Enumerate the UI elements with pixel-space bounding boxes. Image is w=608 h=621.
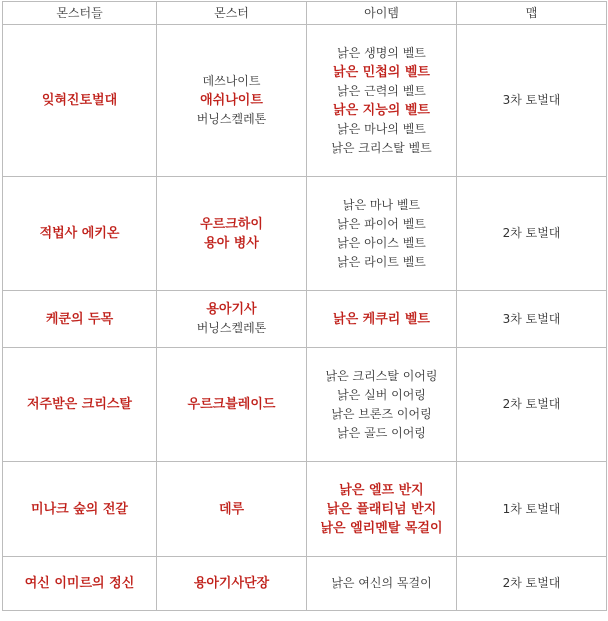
item-name: 낡은 브론즈 이어링 <box>331 406 432 421</box>
monster-group-cell <box>3 291 157 348</box>
item-name: 낡은 골드 이어링 <box>337 425 426 440</box>
item-name: 낡은 근력의 벨트 <box>337 83 426 98</box>
monster-cell <box>157 177 307 291</box>
header-monster-group: 몬스터들 <box>3 2 157 25</box>
monster-cell <box>157 557 307 611</box>
item-name: 낡은 엘프 반지 <box>339 482 424 498</box>
map-name: 3차 토벌대 <box>502 93 561 107</box>
monster-group-name: 저주받은 크리스탈 <box>27 397 132 412</box>
table-row <box>3 177 607 291</box>
monster-name: 데루 <box>218 501 245 517</box>
item-name: 낡은 생명의 벨트 <box>337 45 426 60</box>
monster-cell <box>157 462 307 557</box>
item-name: 낡은 마나 벨트 <box>342 197 421 212</box>
item-name: 낡은 지능의 벨트 <box>333 102 430 118</box>
item-cell <box>307 291 457 348</box>
monster-name: 버닝스켈레톤 <box>196 321 267 335</box>
item-name: 낡은 민첩의 벨트 <box>333 64 430 80</box>
monster-name: 용아 병사 <box>204 235 259 251</box>
monster-name: 용아기사 <box>206 302 257 317</box>
monster-group-name: 여신 이미르의 정신 <box>24 576 135 591</box>
monster-cell <box>157 25 307 177</box>
monster-group-cell <box>3 348 157 462</box>
monster-name: 용아기사단장 <box>193 576 270 591</box>
item-cell <box>307 557 457 611</box>
drop-table <box>2 1 607 611</box>
table-row <box>3 557 607 611</box>
map-cell <box>457 177 607 291</box>
item-name: 낡은 파이어 벨트 <box>337 216 426 231</box>
item-name: 낡은 여신의 목걸이 <box>331 576 432 590</box>
item-name: 낡은 크리스탈 이어링 <box>325 368 438 383</box>
item-cell <box>307 177 457 291</box>
map-cell <box>457 25 607 177</box>
item-cell <box>307 348 457 462</box>
header-monster: 몬스터 <box>157 2 307 25</box>
monster-group-cell <box>3 177 157 291</box>
map-cell <box>457 557 607 611</box>
monster-name: 우르크블레이드 <box>187 397 276 412</box>
map-name: 1차 토벌대 <box>502 501 561 516</box>
monster-cell <box>157 291 307 348</box>
monster-group-cell <box>3 25 157 177</box>
monster-group-name: 잊혀진토벌대 <box>41 93 118 108</box>
item-name: 낡은 아이스 벨트 <box>337 235 426 250</box>
map-cell <box>457 462 607 557</box>
table-row <box>3 462 607 557</box>
item-name: 낡은 엘리멘탈 목걸이 <box>320 520 443 536</box>
map-cell <box>457 348 607 462</box>
monster-group-cell <box>3 557 157 611</box>
item-name: 낡은 플래티넘 반지 <box>326 501 437 517</box>
table-row <box>3 291 607 348</box>
monster-cell <box>157 348 307 462</box>
monster-name: 데쓰나이트 <box>202 74 261 88</box>
map-name: 2차 토벌대 <box>502 576 561 590</box>
item-name: 낡은 케쿠리 벨트 <box>333 311 430 327</box>
map-name: 3차 토벌대 <box>502 311 561 326</box>
table-row <box>3 25 607 177</box>
header-row <box>3 2 607 25</box>
table-row <box>3 348 607 462</box>
monster-group-name: 적법사 에키온 <box>39 226 120 241</box>
monster-name: 버닝스켈레톤 <box>196 112 267 126</box>
item-name: 낡은 크리스탈 벨트 <box>331 140 432 155</box>
monster-name: 우르크하이 <box>200 216 263 232</box>
item-cell <box>307 25 457 177</box>
monster-group-name: 미나크 숲의 전갈 <box>31 501 128 517</box>
item-name: 낡은 실버 이어링 <box>337 387 426 402</box>
monster-group-cell <box>3 462 157 557</box>
map-cell <box>457 291 607 348</box>
monster-group-name: 케쿤의 두목 <box>45 311 114 327</box>
item-cell <box>307 462 457 557</box>
header-map: 맵 <box>457 2 607 25</box>
item-name: 낡은 마나의 벨트 <box>337 121 426 136</box>
header-item: 아이템 <box>307 2 457 25</box>
item-name: 낡은 라이트 벨트 <box>337 254 426 269</box>
monster-name: 애쉬나이트 <box>200 93 263 108</box>
map-name: 2차 토벌대 <box>502 397 561 411</box>
map-name: 2차 토벌대 <box>502 226 561 240</box>
